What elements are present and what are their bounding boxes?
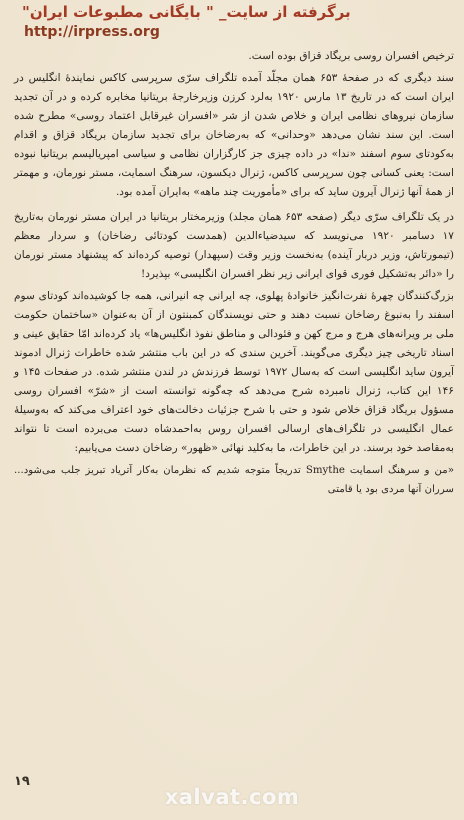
page-number: ۱۹ [14,774,30,789]
body-text [14,47,454,770]
watermark: xalvat.com [164,785,300,809]
source-title: برگرفته از سایت_ " بایگانی مطبوعات ایران" [22,3,351,21]
paragraph-1: ترخیص افسران روسی بریگاد قزاق بوده است. [248,50,454,62]
source-header [10,2,454,42]
paragraph-2: سند دیگری که در صفحهٔ ۶۵۳ همان مجلّد آمده تلگراف سرّی سرپرسی کاکس نمایندهٔ انگلیس در ایران است که در تاریخ ۱۳ مارس ۱۹۲۰ به‌لرد کرزن وزیرخارجهٔ بریتانیا مخابره کرده و در آن تجدید سازمان نیروهای نظامی ایران و خلاص شدن از شر «افسران غیرقابل اعتماد روسی» مطرح شده است. این سند نشان می‌دهد «وحدانی» که به‌رضاخان برای تجدید سازمان بریگاد قزاق و اقدام به‌کودتای سوم اسفند «ندا» در داده چیزی جز کارگزاران نظامی و سیاسی امپریالیسم بریتانیا نبوده است: یعنی کسانی چون سرپرسی کاکس، ژنرال دیکسون، سرهنگ اسمایت، مستر نورمان، و مهمتر از همهٔ آنها ژنرال آیرون ساید که برای «مأموریت چند ماهه» به‌ایران آمده بود. [14,72,455,198]
paragraph-3: در یک تلگراف سرّی دیگر (صفحه ۶۵۳ همان مجلد) وزیرمختار بریتانیا در ایران مستر نورمان به‌تاریخ ۱۷ دسامبر ۱۹۲۰ می‌نویسد که سیدضیاءالدین (همدست کودتائی رضاخان) و سردار معظم (تیمورتاش، وزیر دربار آینده) به‌نخست وزیر وقت (سپهدار) توصیه کرده‌اند که پیشنهاد مستر نورمان را «دائر به‌تشکیل فوری قوای ایرانی زیر نظر افسران انگلیسی» بپذیرد! [14,211,454,280]
source-url-link[interactable]: http://irpress.org [24,24,160,40]
paragraph-4: بزرگ‌کنندگان چهرهٔ نفرت‌انگیز خانوادهٔ پهلوی، چه ایرانی چه انیرانی، همه جا کوشیده‌اند کودتای سوم اسفند را به‌نبوغ رضاخان نسبت دهند و حتی نویسندگان کمبنتون از آن به‌عنوان «ساختمان حکومت ملی بر ویرانه‌های هرج و مرج کهن و فئودالی و مناطق نفوذ انگلیس‌ها» یاد کرده‌اند امّا حقایق عینی و اسناد تاریخی چیز دیگری می‌گویند. آخرین سندی که در این باب منتشر شده خاطرات ژنرال ادموند آیرون ساید انگلیسی است که به‌سال ۱۹۷۲ توسط فرزندش در لندن منتشر شده. در صفحات ۱۴۵ و ۱۴۶ این کتاب، ژنرال نامبرده شرح می‌دهد که چه‌گونه توانسته است از «شرّ» افسران روسی مسؤول بریگاد قزاق خلاص شود و حتی با شرح جزئیات دخالت‌های خود اعتراف می‌کند که به‌وسیلهٔ عمال انگلیسی در تلگراف‌های ارسالی افسران روس به‌احمدشاه دست می‌برده است تا نتواند به‌مقاصد خود برسند. در این خاطرات، ما به‌کلید نهائی «ظهور» رضاخان دست می‌یابیم: [14,290,454,454]
quoted-passage: «من و سرهنگ اسمایت Smythe تدریجاً متوجه شدیم که نظرمان به‌کار آتریاد تبریز جلب می‌شود... سرران آنها مردی بود یا قامتی [14,465,454,495]
